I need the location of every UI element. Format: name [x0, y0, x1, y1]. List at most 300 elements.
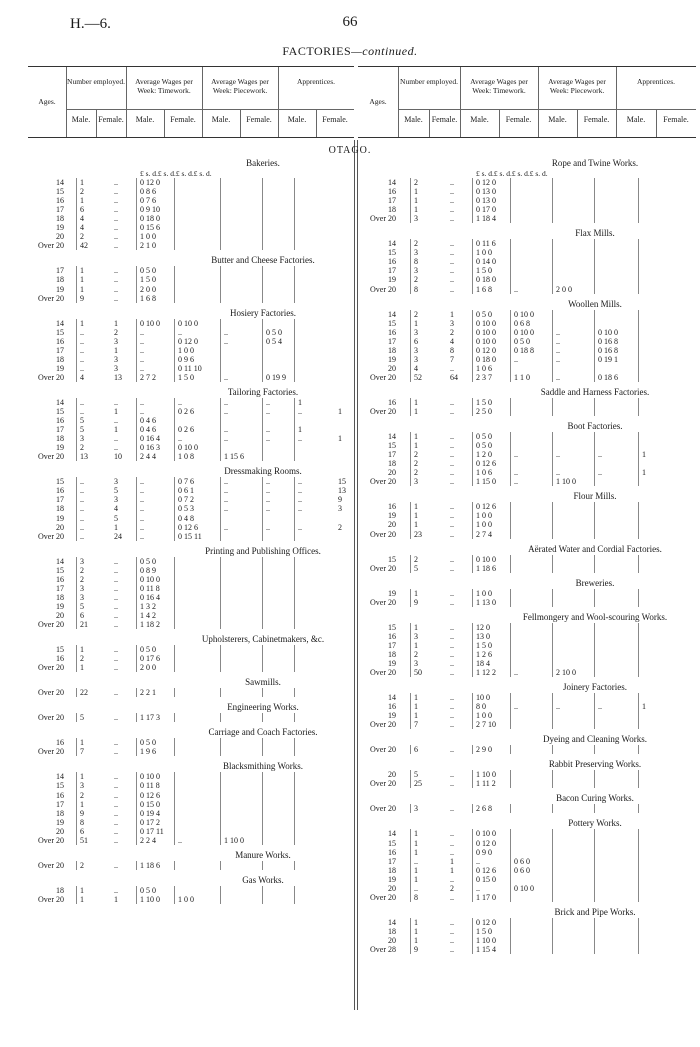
column-rule [76, 557, 77, 629]
table-cell: .. [414, 856, 418, 866]
table-cell: .. [224, 434, 228, 444]
table-cell: 0 2 6 [178, 425, 194, 435]
column-rule [136, 738, 137, 756]
table-row [28, 781, 358, 790]
table-cell: .. [114, 443, 118, 453]
table-cell: 1 12 2 [476, 668, 496, 677]
column-rule [472, 745, 473, 754]
table-cell: 2 [414, 554, 418, 564]
table-row [28, 416, 358, 425]
table-cell: 2 0 0 [140, 663, 156, 673]
column-rule [410, 239, 411, 293]
table-cell: 1 [114, 318, 118, 328]
table-row [28, 328, 358, 337]
table-cell: 1 [80, 799, 84, 809]
table-cell: 19 [56, 443, 64, 453]
table-cell: 1 3 2 [140, 601, 156, 611]
column-rule [220, 738, 221, 756]
table-cell: .. [114, 178, 118, 187]
table-cell: 0 10 0 [476, 336, 496, 346]
title-suffix: —continued. [351, 44, 418, 58]
table-cell: 0 5 0 [140, 645, 156, 655]
table-cell: .. [450, 248, 454, 258]
table-cell: 1 [414, 511, 418, 521]
table-cell: 1 [414, 926, 418, 936]
column-rule [76, 772, 77, 844]
table-row [28, 477, 358, 486]
table-cell: .. [450, 702, 454, 712]
table-cell: 1 18 4 [476, 214, 496, 224]
column-rule [594, 432, 595, 486]
table-cell: 5 [114, 513, 118, 523]
table-cell: Over 20 [38, 372, 64, 382]
table-cell: 14 [388, 309, 396, 319]
table-cell: 51 [80, 835, 88, 845]
column-rule [294, 557, 295, 629]
table-cell: 5 [414, 563, 418, 573]
table-cell: 0 8 6 [140, 187, 156, 197]
table-cell: 1 [80, 275, 84, 285]
column-rule [594, 239, 595, 293]
column-rule [510, 555, 511, 573]
table-cell: 0 13 0 [476, 187, 496, 197]
column-rule [220, 713, 221, 722]
table-cell: 1 [642, 702, 646, 712]
column-rule [594, 918, 595, 954]
table-row [28, 611, 358, 620]
table-cell: 3 [114, 477, 118, 487]
table-cell: 18 [388, 205, 396, 215]
table-cell: 2 [414, 649, 418, 659]
table-cell: 2 6 8 [476, 804, 492, 814]
table-cell: 18 [388, 649, 396, 659]
table-cell: 0 12 6 [140, 790, 160, 800]
table-row [28, 557, 358, 566]
table-cell: .. [140, 522, 144, 532]
table-cell: 1 0 6 [476, 468, 492, 478]
column-rule [294, 477, 295, 540]
column-rule [262, 688, 263, 697]
table-cell: 20 [56, 232, 64, 242]
header-group [202, 67, 279, 137]
currency-units: £ s. d.£ s. d.£ s. d.£ s. d. [476, 169, 548, 178]
table-cell: 15 [56, 187, 64, 197]
table-cell: 0 5 0 [476, 441, 492, 451]
table-cell: .. [140, 407, 144, 416]
table-cell: .. [266, 486, 270, 496]
section-heading: Bacon Curing Works. [556, 793, 634, 804]
table-cell: 1 [338, 434, 342, 444]
column-rule [174, 772, 175, 844]
table-cell: 0 12 0 [476, 917, 496, 927]
table-cell: 19 [56, 284, 64, 294]
header-group [28, 67, 67, 137]
table-cell: .. [266, 522, 270, 532]
section-heading: Hosiery Factories. [230, 307, 296, 318]
table-cell: 13 [338, 486, 346, 496]
table-cell: .. [476, 856, 480, 866]
table-cell: 1 [80, 196, 84, 206]
table-cell: 42 [80, 241, 88, 251]
table-cell: .. [80, 513, 84, 523]
table-cell: 0 10 0 [476, 318, 496, 328]
table-cell: 0 17 6 [140, 654, 160, 664]
table-row [28, 895, 358, 904]
table-cell: .. [140, 354, 144, 364]
table-cell: 7 [450, 354, 454, 364]
column-rule [638, 398, 639, 416]
column-rule [262, 266, 263, 302]
table-cell: 1 10 0 [224, 835, 244, 845]
table-row [28, 187, 358, 196]
table-cell: 1 [450, 865, 454, 875]
table-cell: .. [450, 926, 454, 936]
table-cell: 1 11 2 [476, 779, 496, 789]
column-rule [76, 398, 77, 461]
table-cell: 1 [114, 407, 118, 416]
table-cell: 1 [414, 397, 418, 407]
column-rule [294, 688, 295, 697]
table-cell: .. [114, 654, 118, 664]
table-cell: .. [450, 468, 454, 478]
table-cell: .. [298, 486, 302, 496]
table-cell: 1 [414, 318, 418, 328]
table-cell: 0 12 0 [140, 178, 160, 187]
table-cell: .. [450, 668, 454, 677]
table-cell: 2 [414, 459, 418, 469]
section-heading: Rabbit Preserving Works. [548, 759, 642, 770]
table-cell: 0 10 0 [514, 883, 534, 893]
column-rule [136, 645, 137, 672]
table-cell: .. [450, 588, 454, 598]
table-cell: Over 20 [38, 293, 64, 303]
table-cell: 25 [414, 779, 422, 789]
column-rule [410, 310, 411, 382]
table-cell: .. [80, 504, 84, 514]
table-cell: 6 [414, 336, 418, 346]
table-row [28, 836, 358, 845]
table-cell: 19 [56, 223, 64, 233]
table-cell: .. [266, 397, 270, 407]
table-cell: .. [450, 804, 454, 814]
header-group [66, 67, 127, 137]
table-cell: 0 9 6 [178, 354, 194, 364]
table-cell: .. [114, 885, 118, 895]
table-cell: 0 4 6 [140, 425, 156, 435]
table-cell: .. [114, 645, 118, 655]
table-row [28, 575, 358, 584]
column-rule [136, 557, 137, 629]
table-row [28, 407, 358, 416]
table-cell: 23 [414, 529, 422, 539]
section-heading: Rope and Twine Works. [551, 158, 639, 168]
table-cell: Over 20 [370, 529, 396, 539]
table-cell: .. [266, 434, 270, 444]
table-cell: 2 1 0 [140, 241, 156, 251]
column-rule [136, 477, 137, 540]
table-cell: 0 16 4 [140, 592, 160, 602]
table-cell: Over 20 [38, 663, 64, 673]
table-cell: 1 [414, 196, 418, 206]
table-cell: 2 [338, 522, 342, 532]
table-cell: 3 [338, 504, 342, 514]
table-cell: .. [114, 663, 118, 673]
table-cell: .. [556, 450, 560, 460]
table-cell: 1 18 2 [140, 620, 160, 629]
table-cell: 2 [80, 232, 84, 242]
table-row [28, 443, 358, 452]
table-row [28, 713, 358, 722]
table-row [28, 738, 358, 747]
table-row [28, 791, 358, 800]
column-rule [510, 432, 511, 486]
table-cell: Over 20 [370, 892, 396, 902]
column-rule [220, 557, 221, 629]
section-heading: Saddle and Harness Factories. [540, 386, 650, 397]
table-cell: .. [178, 434, 182, 444]
column-rule [76, 645, 77, 672]
column-rule [594, 502, 595, 538]
header-label: Number employed. [67, 77, 125, 86]
table-cell: 0 12 0 [476, 838, 496, 848]
table-cell: .. [476, 883, 480, 893]
currency-units: £ s. d.£ s. d.£ s. d.£ s. d. [140, 169, 212, 178]
table-cell: .. [556, 327, 560, 337]
table-cell: 20 [388, 520, 396, 530]
table-cell: 8 [414, 257, 418, 267]
section-heading: Dressmaking Rooms. [224, 466, 302, 477]
table-cell: .. [80, 327, 84, 337]
table-cell: 2 2 4 [140, 835, 156, 845]
header-male: Male. [287, 115, 307, 124]
column-rule [220, 772, 221, 844]
table-cell: 1 5 0 [476, 926, 492, 936]
table-cell: 3 [414, 631, 418, 641]
table-cell: 16 [388, 327, 396, 337]
document-reference: H.—6. [70, 16, 111, 32]
table-cell: 16 [388, 631, 396, 641]
table-cell: .. [266, 407, 270, 416]
table-cell: 0 10 0 [140, 772, 160, 782]
table-cell: Over 20 [370, 745, 396, 755]
column-rule [552, 239, 553, 293]
table-cell: 0 18 8 [514, 345, 534, 355]
table-cell: 0 9 10 [140, 205, 160, 215]
table-cell: 1 5 0 [476, 640, 492, 650]
table-cell: 2 0 0 [556, 284, 572, 294]
column-rule [76, 713, 77, 722]
table-row [28, 355, 358, 364]
table-cell: 17 [56, 266, 64, 276]
column-rule [638, 745, 639, 754]
table-cell: 64 [450, 372, 458, 382]
header-group [538, 67, 617, 137]
column-rule [136, 772, 137, 844]
table-cell: .. [140, 327, 144, 337]
table-cell: 17 [56, 495, 64, 505]
table-cell: 1 9 6 [140, 747, 156, 757]
table-cell: 6 [80, 826, 84, 836]
column-rule [472, 589, 473, 607]
table-cell: 16 [56, 196, 64, 206]
column-rule [220, 178, 221, 250]
table-cell: .. [450, 874, 454, 884]
table-cell: .. [114, 688, 118, 698]
table-cell: 9 [80, 293, 84, 303]
table-cell: 7 [80, 747, 84, 757]
column-rule [594, 693, 595, 729]
table-cell: 0 12 6 [178, 522, 198, 532]
section-heading: Printing and Publishing Offices. [205, 545, 321, 556]
table-cell: 14 [56, 556, 64, 566]
table-cell: 1 [414, 829, 418, 839]
table-cell: .. [114, 781, 118, 791]
table-cell: .. [450, 529, 454, 539]
table-cell: 2 [450, 327, 454, 337]
table-cell: 1 [114, 345, 118, 355]
table-cell: 1 1 0 [514, 372, 530, 382]
table-cell: .. [114, 620, 118, 629]
table-cell: Over 20 [370, 668, 396, 677]
table-cell: 1 [80, 178, 84, 187]
table-cell: .. [80, 354, 84, 364]
column-rule [552, 178, 553, 223]
table-cell: 1 [80, 885, 84, 895]
table-cell: Over 20 [370, 214, 396, 224]
column-rule [472, 239, 473, 293]
table-cell: .. [224, 425, 228, 435]
column-rule [136, 178, 137, 250]
table-row [28, 772, 358, 781]
table-cell: 0 19 4 [140, 808, 160, 818]
column-rule [220, 688, 221, 697]
table-cell: .. [598, 702, 602, 712]
table-cell: .. [450, 275, 454, 285]
header-label: Average Wages per Week: Timework. [135, 77, 193, 95]
column-rule [220, 645, 221, 672]
table-cell: .. [114, 713, 118, 723]
header-male: Male. [71, 115, 91, 124]
table-cell: 20 [56, 826, 64, 836]
table-cell: 0 15 0 [140, 799, 160, 809]
table-cell: .. [140, 486, 144, 496]
section-heading: Sawmills. [245, 677, 281, 688]
table-cell: 18 [56, 354, 64, 364]
table-cell: 19 [56, 817, 64, 827]
column-rule [472, 829, 473, 901]
column-rule [552, 589, 553, 607]
table-cell: 17 [56, 425, 64, 435]
column-rule [220, 398, 221, 461]
column-rule [552, 804, 553, 813]
table-cell: .. [450, 563, 454, 573]
column-rule [262, 861, 263, 870]
table-cell: 2 5 0 [476, 407, 492, 416]
column-rule [552, 623, 553, 677]
column-rule [174, 398, 175, 461]
table-cell: .. [114, 241, 118, 251]
table-cell: 17 [388, 196, 396, 206]
table-cell: .. [266, 425, 270, 435]
table-cell: 15 [388, 441, 396, 451]
section-heading: Boot Factories. [567, 421, 623, 432]
table-cell: 1 [80, 738, 84, 748]
column-rule [136, 319, 137, 382]
table-row [28, 663, 358, 672]
table-cell: 3 [414, 804, 418, 814]
table-cell: 17 [388, 856, 396, 866]
table-cell: 1 [414, 711, 418, 721]
table-cell: 1 0 6 [476, 363, 492, 373]
table-cell: 24 [114, 531, 122, 541]
column-rule [294, 772, 295, 844]
column-rule [410, 555, 411, 573]
table-cell: 4 [414, 363, 418, 373]
table-cell: 14 [56, 178, 64, 187]
table-cell: .. [450, 597, 454, 607]
table-cell: .. [140, 504, 144, 514]
column-rule [472, 310, 473, 382]
table-cell: .. [114, 196, 118, 206]
table-cell: .. [298, 407, 302, 416]
section-heading: Dyeing and Cleaning Works. [542, 734, 648, 745]
table-cell: 0 15 6 [140, 223, 160, 233]
column-rule [510, 693, 511, 729]
column-rule [220, 319, 221, 382]
table-cell: .. [114, 205, 118, 215]
table-cell: .. [140, 363, 144, 373]
table-cell: 1 [414, 917, 418, 927]
table-cell: 19 [388, 874, 396, 884]
table-cell: .. [224, 522, 228, 532]
table-cell: 21 [80, 620, 88, 629]
table-cell: 0 10 0 [514, 309, 534, 319]
section-heading: Woollen Mills. [568, 298, 622, 309]
table-cell: .. [450, 459, 454, 469]
table-cell: 0 5 0 [514, 336, 530, 346]
column-rule [262, 398, 263, 461]
column-rule [638, 239, 639, 293]
column-rule [174, 557, 175, 629]
table-cell: 0 11 10 [178, 363, 202, 373]
table-header-left [28, 66, 354, 138]
table-row [28, 827, 358, 836]
table-cell: 1 0 0 [476, 711, 492, 721]
table-cell: 1 [450, 309, 454, 319]
table-cell: 20 [388, 363, 396, 373]
table-cell: 0 6 0 [514, 856, 530, 866]
table-cell: 17 [388, 450, 396, 460]
table-row [28, 620, 358, 629]
table-cell: .. [114, 434, 118, 444]
table-cell: 9 [414, 945, 418, 954]
header-female: Female. [246, 115, 272, 124]
table-cell: 0 16 3 [140, 443, 160, 453]
table-cell: 1 5 0 [476, 266, 492, 276]
table-cell: .. [450, 432, 454, 442]
section-heading: Flour Mills. [573, 491, 617, 502]
table-cell: 0 2 6 [178, 407, 194, 416]
section-heading: Upholsterers, Cabinetmakers, &c. [201, 634, 325, 645]
table-cell: 1 [414, 847, 418, 857]
table-cell: 19 [388, 711, 396, 721]
section-heading: Fellmongery and Wool-scouring Works. [522, 611, 668, 622]
column-rule [594, 829, 595, 901]
table-cell: .. [114, 266, 118, 276]
table-cell: 16 [388, 502, 396, 512]
column-rule [220, 266, 221, 302]
section-heading: Manure Works. [235, 849, 291, 860]
